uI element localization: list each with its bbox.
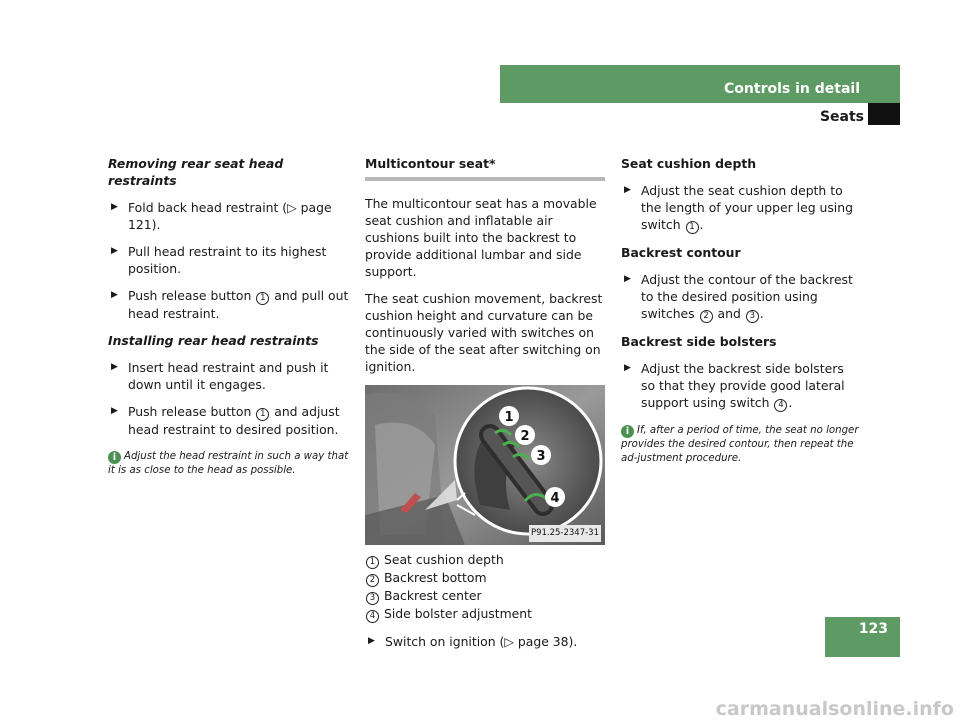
chapter-title: Controls in detail [724,81,860,97]
figure-callout-4: 4 [550,491,560,506]
step-arrow-icon: ▶ [111,362,118,372]
step-arrow-icon: ▶ [368,636,375,646]
info-note [108,450,354,478]
info-note [621,424,861,466]
step-arrow-icon: ▶ [624,185,631,195]
callout-3-icon: 3 [746,310,759,323]
step-fold-back [108,199,354,233]
step-text: Adjust the seat cushion depth to the length of your upper leg using switch [641,183,853,232]
install-heading: Installing rear head restraints [108,333,319,348]
step-text: Switch on ignition ( [385,634,505,649]
figure-callout-3: 3 [536,449,546,464]
info-icon: i [108,451,121,464]
header-bar [500,65,900,103]
section-title: Seats [819,109,864,125]
detail-paragraph: The seat cushion movement, backrest cushion height and curvature can be continuously varied with switches on the side of the seat after switching on ignition. [365,291,603,374]
callout-2-icon: 2 [700,310,713,323]
note-text: If, after a period of time, the seat no longer provides the desired contour, then repeat the ad-justment procedure. [621,425,859,464]
step-push-release [108,287,354,322]
legend-item: 4 Side bolster adjustment [365,605,605,623]
legend-item: 3 Backrest center [365,587,605,605]
step-pull [108,243,354,277]
seat-switch-figure [365,385,605,545]
legend-item: 1 Seat cushion depth [365,551,605,569]
step-text: Insert head restraint and push it down until it engages. [128,360,329,392]
step-text: Pull head restraint to its highest position. [128,244,327,276]
legend-item: 2 Backrest bottom [365,569,605,587]
step-text: Push release button [128,288,256,303]
callout-3-icon: 3 [366,592,379,605]
step-arrow-icon: ▶ [624,363,631,373]
cushion-depth-heading: Seat cushion depth [621,156,757,171]
step-arrow-icon: ▶ [111,246,118,256]
column-left [108,155,354,478]
note-text: Adjust the head restraint in such a way that it is as close to the head as possible. [108,451,349,476]
step-insert [108,359,354,393]
side-bolsters-heading: Backrest side bolsters [621,334,777,349]
callout-4-icon: 4 [366,610,379,623]
intro-paragraph: The multicontour seat has a movable seat cushion and inflatable air cushions built into the backrest to provide additional lumbar and side support. [365,196,597,279]
step-text: and pull out head restraint. [128,288,349,321]
step-push-adjust [108,403,354,438]
step-arrow-icon: ▶ [111,202,118,212]
header-marker [868,103,900,125]
watermark: carmanualsonline.info [715,698,954,720]
callout-1-icon: 1 [256,408,269,421]
figure-code: P91.25-2347-31 [529,525,601,542]
step-text: Adjust the contour of the backrest to the desired position using switches [641,272,853,321]
step-arrow-icon: ▶ [624,274,631,284]
page-number: 123 [858,621,888,637]
callout-1-icon: 1 [366,556,379,569]
column-right [621,155,861,466]
step-ignition [365,633,605,650]
step-side-bolsters: ▶ Adjust the backrest side bolsters so that they provide good lateral support using switch 4 . [624,361,845,410]
step-text: and adjust head restraint to desired position. [128,404,340,437]
ref-arrow-icon: ▷ [287,200,297,215]
multicontour-heading: Multicontour seat* [365,155,605,181]
callout-4-icon: 4 [774,399,787,412]
column-middle [365,155,605,660]
page-link[interactable]: page 121). [128,200,332,232]
step-backrest-contour: ▶ Adjust the contour of the backrest to the desired position using switches 2 and 3 . [624,272,853,321]
seat-switch-illustration [365,385,605,545]
callout-1-icon: 1 [256,292,269,305]
step-arrow-icon: ▶ [111,406,118,416]
step-arrow-icon: ▶ [111,290,118,300]
ref-arrow-icon: ▷ [504,634,514,649]
step-cushion-depth: ▶ Adjust the seat cushion depth to the length of your upper leg using switch 1 . [624,183,853,232]
figure-callout-2: 2 [520,429,530,444]
page-link[interactable]: page 38). [517,634,578,649]
callout-2-icon: 2 [366,574,379,587]
figure-callout-1: 1 [504,410,514,425]
page-number-box [825,617,900,657]
info-icon: i [621,425,634,438]
callout-1-icon: 1 [686,221,699,234]
step-text: Fold back head restraint ( [128,200,288,215]
backrest-contour-heading: Backrest contour [621,245,741,260]
step-text: Adjust the backrest side bolsters so that they provide good lateral support using switch [641,361,845,410]
step-text: Push release button [128,404,256,419]
remove-heading: Removing rear seat head restraints [108,156,284,188]
